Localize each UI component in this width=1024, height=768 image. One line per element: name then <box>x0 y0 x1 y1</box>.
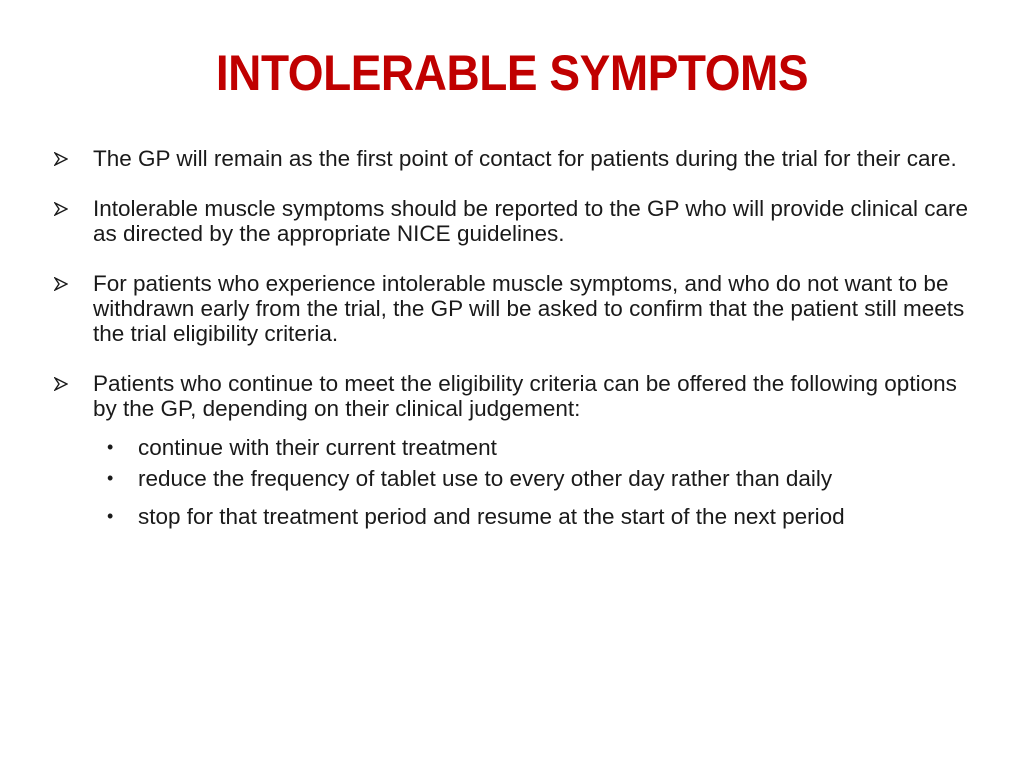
bullet-text: The GP will remain as the first point of contact for patients during the trial for their care. <box>93 146 957 171</box>
bullet-text: Intolerable muscle symptoms should be reported to the GP who will provide clinical care as directed by the appropriate NICE guidelines. <box>93 196 969 246</box>
bullet-item <box>54 196 974 246</box>
bullet-list <box>54 146 974 554</box>
arrow-bullet-icon <box>54 371 93 396</box>
slide-title: INTOLERABLE SYMPTOMS <box>215 45 809 101</box>
dot-bullet-icon: • <box>107 506 114 526</box>
sub-bullet-text: reduce the frequency of tablet use to every other day rather than daily <box>138 466 833 491</box>
sub-bullet-text: stop for that treatment period and resume at the start of the next period <box>138 504 845 529</box>
bullet-item <box>54 371 974 529</box>
arrow-bullet-icon <box>54 196 93 221</box>
sub-bullet-item <box>93 504 974 529</box>
dot-bullet-icon: • <box>107 437 114 457</box>
sub-bullet-item <box>93 435 974 460</box>
sub-bullet-text: continue with their current treatment <box>138 435 497 460</box>
sub-bullet-item <box>93 466 974 491</box>
sub-bullet-list <box>93 435 974 529</box>
bullet-text-group <box>93 371 974 529</box>
bullet-text: For patients who experience intolerable muscle symptoms, and who do not want to be withdrawn early from the trial, the GP will be asked to confirm that the patient still meets the trial eligibility criteria. <box>93 271 965 346</box>
bullet-item <box>54 271 974 346</box>
dot-bullet-icon: • <box>107 468 114 488</box>
bullet-item <box>54 146 974 171</box>
bullet-text: Patients who continue to meet the eligibility criteria can be offered the following options by the GP, depending on their clinical judgement: <box>93 371 957 421</box>
arrow-bullet-icon <box>54 146 93 171</box>
arrow-bullet-icon <box>54 271 93 296</box>
